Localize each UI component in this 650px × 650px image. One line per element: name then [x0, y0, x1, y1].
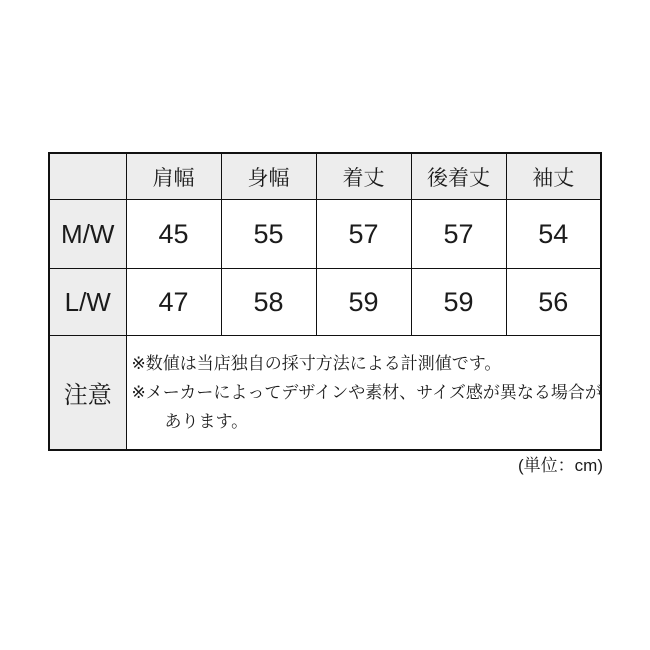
cell-lw-shoulder-width: 47: [126, 269, 221, 336]
column-header-body-width: 身幅: [221, 153, 316, 200]
table-row-lw: [49, 269, 601, 336]
row-label-caution: 注意: [49, 336, 126, 451]
cell-lw-sleeve-length: 56: [506, 269, 601, 336]
table-row-mw: [49, 200, 601, 269]
table-header-row: [49, 153, 601, 200]
unit-note: (単位：cm): [518, 456, 603, 475]
cell-mw-sleeve-length: 54: [506, 200, 601, 269]
cell-mw-shoulder-width: 45: [126, 200, 221, 269]
caution-notes-cell: [126, 336, 601, 451]
cell-mw-back-length: 57: [411, 200, 506, 269]
column-header-sleeve-length: 袖丈: [506, 153, 601, 200]
caution-note-line-2: ※メーカーによってデザインや素材、サイズ感が異なる場合が: [131, 383, 602, 402]
column-header-shoulder-width: 肩幅: [126, 153, 221, 200]
column-header-back-length: 後着丈: [411, 153, 506, 200]
cell-mw-length: 57: [316, 200, 411, 269]
column-header-length: 着丈: [316, 153, 411, 200]
table-row-caution: [49, 336, 601, 451]
row-label-lw: L/W: [49, 269, 126, 336]
caution-note-line-1: ※数値は当店独自の採寸方法による計測値です。: [131, 354, 502, 373]
cell-lw-body-width: 58: [221, 269, 316, 336]
cell-mw-body-width: 55: [221, 200, 316, 269]
cell-lw-length: 59: [316, 269, 411, 336]
row-label-mw: M/W: [49, 200, 126, 269]
caution-note-line-3: あります。: [164, 412, 249, 431]
cell-lw-back-length: 59: [411, 269, 506, 336]
corner-cell: [49, 153, 126, 200]
size-chart-table: [48, 152, 602, 451]
